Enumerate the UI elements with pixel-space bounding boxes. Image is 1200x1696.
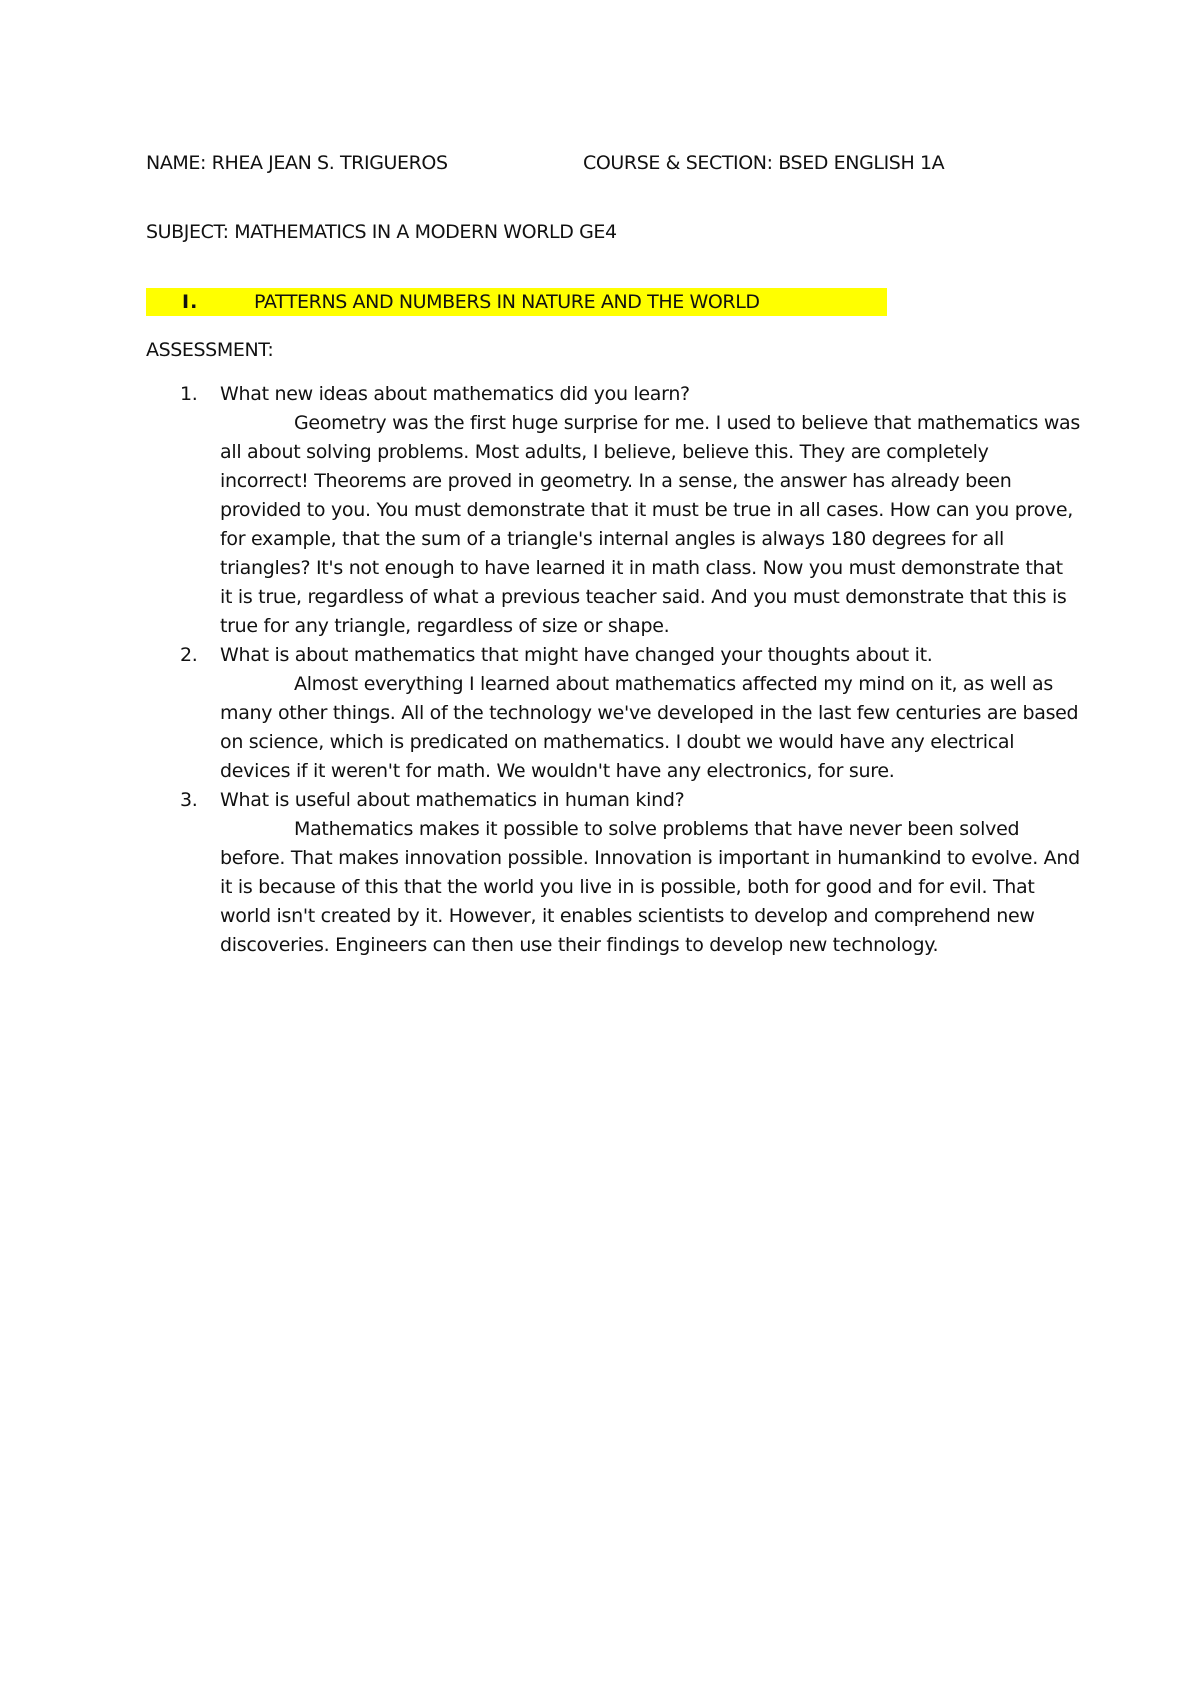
question-text: What is about mathematics that might have changed your thoughts about it.	[220, 644, 933, 666]
question-item	[180, 786, 1080, 960]
answer-text: Mathematics makes it possible to solve problems that have never been solved before. That makes innovation possible. Innovation is important in humankind to evolve. And it is because of this that the world you live in is possible, both for good and for evil. That world isn't created by it. However, it enables scientists to develop and comprehend new discoveries. Engineers can then use their findings to develop new technology.	[220, 818, 1080, 956]
question-item	[180, 380, 1080, 641]
answer-text: Geometry was the first huge surprise for me. I used to believe that mathematics was all about solving problems. Most adults, I believe, believe this. They are completely incorrect! Theorems are proved in geometry. In a sense, the answer has already been provided to you. You must demonstrate that it must be true in all cases. How can you prove, for example, that the sum of a triangle's internal angles is always 180 degrees for all triangles? It's not enough to have learned it in math class. Now you must demonstrate that it is true, regardless of what a previous teacher said. And you must demonstrate that this is true for any triangle, regardless of size or shape.	[220, 412, 1080, 637]
question-number: 3.	[180, 789, 198, 811]
section-title: PATTERNS AND NUMBERS IN NATURE AND THE WORLD	[254, 291, 760, 313]
header-line	[146, 150, 1066, 176]
question-text: What new ideas about mathematics did you learn?	[220, 383, 690, 405]
section-heading	[146, 288, 887, 316]
subject-line: SUBJECT: MATHEMATICS IN A MODERN WORLD GE4	[146, 221, 617, 243]
answer-text: Almost everything I learned about mathematics affected my mind on it, as well as many other things. All of the technology we've developed in the last few centuries are based on science, which is predicated on mathematics. I doubt we would have any electrical devices if it weren't for math. We wouldn't have any electronics, for sure.	[220, 673, 1079, 782]
question-number: 1.	[180, 383, 198, 405]
student-name: NAME: RHEA JEAN S. TRIGUEROS	[146, 152, 448, 174]
section-numeral: I.	[182, 291, 199, 313]
question-item	[180, 641, 1080, 786]
question-number: 2.	[180, 644, 198, 666]
question-list	[180, 380, 1080, 960]
question-text: What is useful about mathematics in human kind?	[220, 789, 685, 811]
course-section: COURSE & SECTION: BSED ENGLISH 1A	[583, 152, 945, 174]
assessment-label: ASSESSMENT:	[146, 339, 274, 361]
